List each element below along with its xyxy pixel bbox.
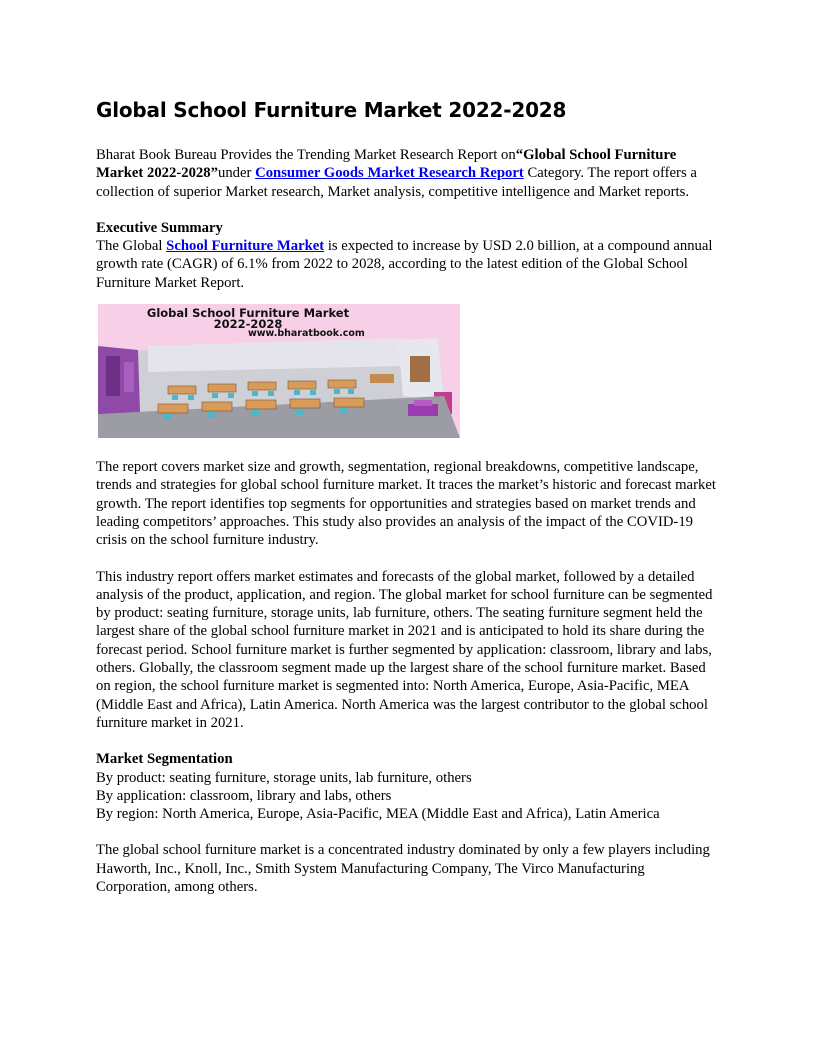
report-covers-paragraph: The report covers market size and growth, segmentation, regional breakdowns, competitive landscape, trends and strategies for global school furniture market. It traces the market’s historic and forecast market growth. The report identifies top segments for opportunities and strategies based on market trends and leading competitors’ approaches. This study also provides an analysis of the impact of the COVID-19 crisis on the school furniture industry. <box>96 459 716 549</box>
document-page <box>96 96 720 896</box>
exec-text-1: The Global <box>96 238 167 255</box>
intro-text-1: Bharat Book Bureau Provides the Trending Market Research Report on <box>96 147 516 163</box>
segmentation-item: By region: North America, Europe, Asia-Pacific, MEA (Middle East and Africa), Latin America <box>96 806 660 823</box>
executive-summary-paragraph <box>96 237 720 292</box>
page-title: Global School Furniture Market 2022-2028 <box>96 98 567 122</box>
report-banner-image <box>98 304 460 438</box>
segmentation-item: By product: seating furniture, storage units, lab furniture, others <box>96 769 472 786</box>
industry-report-paragraph: This industry report offers market estimates and forecasts of the global market, followed by a detailed analysis of the product, application, and region. The global market for school furniture can be segmented by product: seating furniture, storage units, lab furniture, others. The seating furniture segment held the largest share of the global school furniture market in 2021 and is anticipated to hold its share during the forecast period. School furniture market is further segmented by application: classroom, library and labs, others. Globally, the classroom segment made up the largest share of the school furniture market. Based on region, the school furniture market is segmented into: North America, Europe, Asia-Pacific, MEA (Middle East and Africa), Latin America. North America was the largest contributor to the global school furniture market in 2021. <box>96 568 713 731</box>
segmentation-item: By application: classroom, library and labs, others <box>96 787 392 804</box>
classroom-illustration <box>98 304 460 438</box>
intro-paragraph <box>96 146 720 201</box>
intro-report-name: “Global School Furniture Market 2022-2028” <box>96 147 677 182</box>
intro-text-3: Category. The report offers a collection of superior Market research, Market analysis, competitive intelligence and Market reports. <box>96 165 697 200</box>
intro-text-2: under <box>217 165 256 182</box>
consumer-goods-link[interactable]: Consumer Goods Market Research Report <box>255 165 524 182</box>
key-players-paragraph: The global school furniture market is a concentrated industry dominated by only a few players including Haworth, Inc., Knoll, Inc., Smith System Manufacturing Company, The Virco Manufacturing Corporation, among others. <box>96 842 710 896</box>
school-furniture-market-link[interactable]: School Furniture Market <box>166 238 325 255</box>
banner-url: www.bharatbook.com <box>248 328 365 340</box>
executive-summary-heading: Executive Summary <box>96 219 223 236</box>
banner-title-line-2: 2022-2028 <box>213 317 283 332</box>
market-segmentation-heading: Market Segmentation <box>96 751 233 768</box>
exec-text-2: is expected to increase by USD 2.0 billion, at a compound annual growth rate (CAGR) of 6.1% from 2022 to 2028, according to the latest edition of the Global School Furniture Market Report. <box>96 238 713 291</box>
banner-title-line-1: Global School Furniture Market <box>146 306 350 321</box>
